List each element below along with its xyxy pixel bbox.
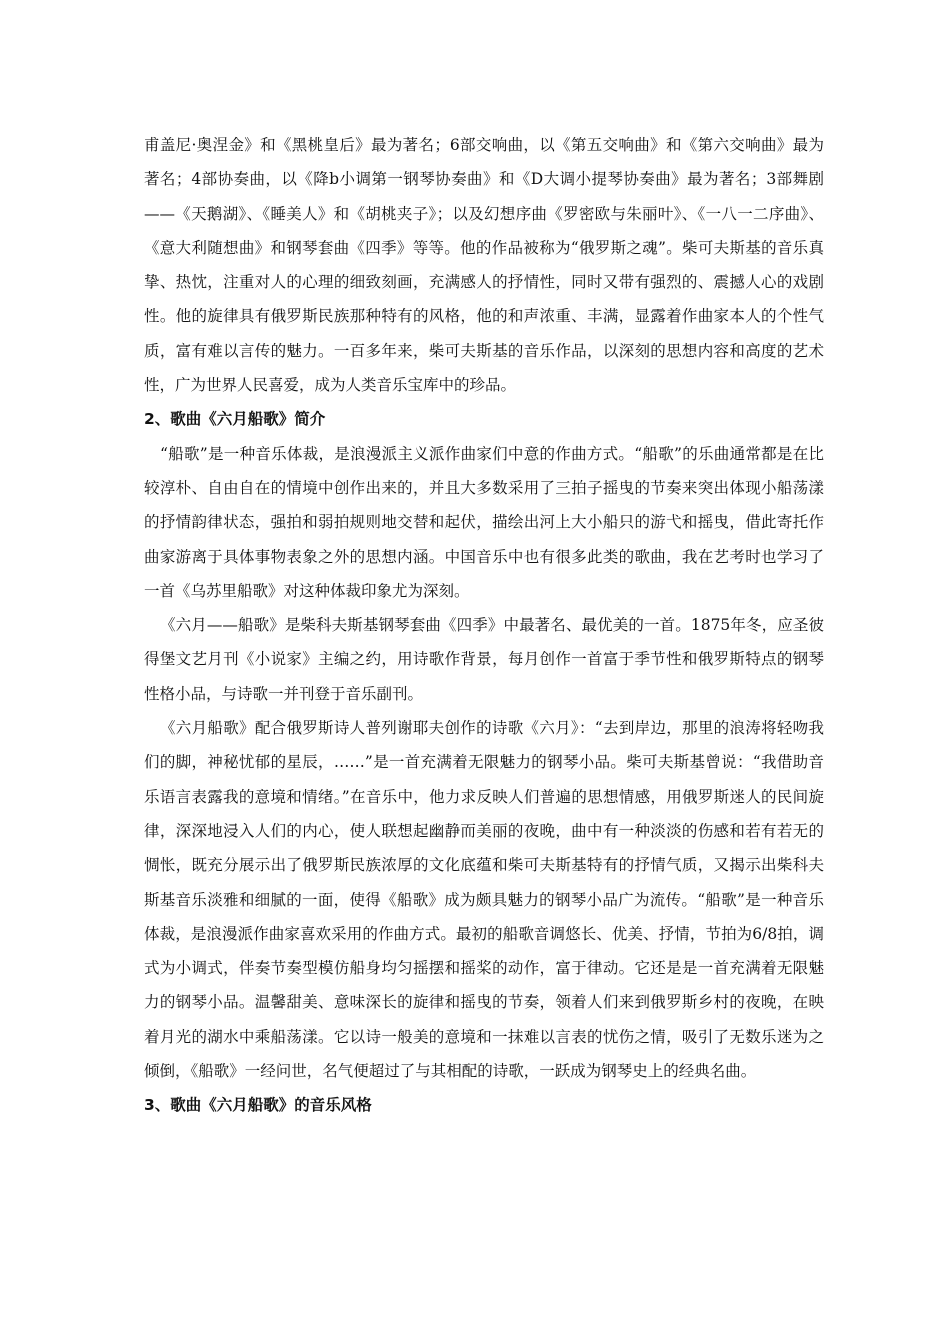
section-heading-style: 3、歌曲《六月船歌》的音乐风格 xyxy=(144,1096,372,1115)
section-heading-intro: 2、歌曲《六月船歌》简介 xyxy=(144,410,326,429)
paragraph-tchaikovsky-works: 甫盖尼·奥涅金》和《黑桃皇后》最为著名；6部交响曲，以《第五交响曲》和《第六交响曲》最为著名；4部协奏曲，以《降b小调第一钢琴协奏曲》和《D大调小提琴协奏曲》最为著名；3部舞剧——《天鹅湖》、《睡美人》和《胡桃夹子》；以及幻想序曲《罗密欧与朱丽叶》、《一八一二序曲》、《意大利随想曲》和钢琴套曲《四季》等等。他的作品被称为“俄罗斯之魂”。柴可夫斯基的音乐真挚、热忱，注重对人的心理的细致刻画，充满感人的抒情性，同时又带有强烈的、震撼人心的戏剧性。他的旋律具有俄罗斯民族那种特有的风格，他的和声浓重、丰满，显露着作曲家本人的个性气质，富有难以言传的魅力。一百多年来，柴可夫斯基的音乐作品，以深刻的思想内容和高度的艺术性，广为世界人民喜爱，成为人类音乐宝库中的珍品。 xyxy=(144,136,824,395)
paragraph-june-barcarolle-origin: 《六月——船歌》是柴科夫斯基钢琴套曲《四季》中最著名、最优美的一首。1875年冬，应圣彼得堡文艺月刊《小说家》主编之约，用诗歌作背景，每月创作一首富于季节性和俄罗斯特点的钢琴性格小品，与诗歌一并刊登于音乐副刊。 xyxy=(144,616,824,703)
paragraph-barcarolle-genre: “船歌”是一种音乐体裁，是浪漫派主义派作曲家们中意的作曲方式。“船歌”的乐曲通常都是在比较淳朴、自由自在的情境中创作出来的，并且大多数采用了三拍子摇曳的节奏来突出体现小船荡漾的抒情韵律状态，强拍和弱拍规则地交替和起伏，描绘出河上大小船只的游弋和摇曳，借此寄托作曲家游离于具体事物表象之外的思想内涵。中国音乐中也有很多此类的歌曲，我在艺考时也学习了一首《乌苏里船歌》对这种体裁印象尤为深刻。 xyxy=(144,444,824,600)
paragraph-june-barcarolle-poem: 《六月船歌》配合俄罗斯诗人普列谢耶夫创作的诗歌《六月》：“去到岸边，那里的浪涛将轻吻我们的脚，神秘忧郁的星辰，……”是一首充满着无限魅力的钢琴小品。柴可夫斯基曾说：“我借助音乐语言表露我的意境和情绪。”在音乐中，他力求反映人们普遍的思想情感，用俄罗斯迷人的民间旋律，深深地浸入人们的内心，使人联想起幽静而美丽的夜晚，曲中有一种淡淡的伤感和若有若无的惆怅，既充分展示出了俄罗斯民族浓厚的文化底蕴和柴可夫斯基特有的抒情气质，又揭示出柴科夫斯基音乐淡雅和细腻的一面，使得《船歌》成为颇具魅力的钢琴小品广为流传。“船歌”是一种音乐体裁，是浪漫派作曲家喜欢采用的作曲方式。最初的船歌音调悠长、优美、抒情，节拍为6/8拍，调式为小调式，伴奏节奏型模仿船身均匀摇摆和摇桨的动作，富于律动。它还是是一首充满着无限魅力的钢琴小品。温馨甜美、意味深长的旋律和摇曳的节奏，领着人们来到俄罗斯乡村的夜晚，在映着月光的湖水中乘船荡漾。它以诗一般美的意境和一抹难以言表的忧伤之情，吸引了无数乐迷为之倾倒，《船歌》一经问世，名气便超过了与其相配的诗歌，一跃成为钢琴史上的经典名曲。 xyxy=(144,719,824,1081)
document-body xyxy=(144,128,824,1123)
